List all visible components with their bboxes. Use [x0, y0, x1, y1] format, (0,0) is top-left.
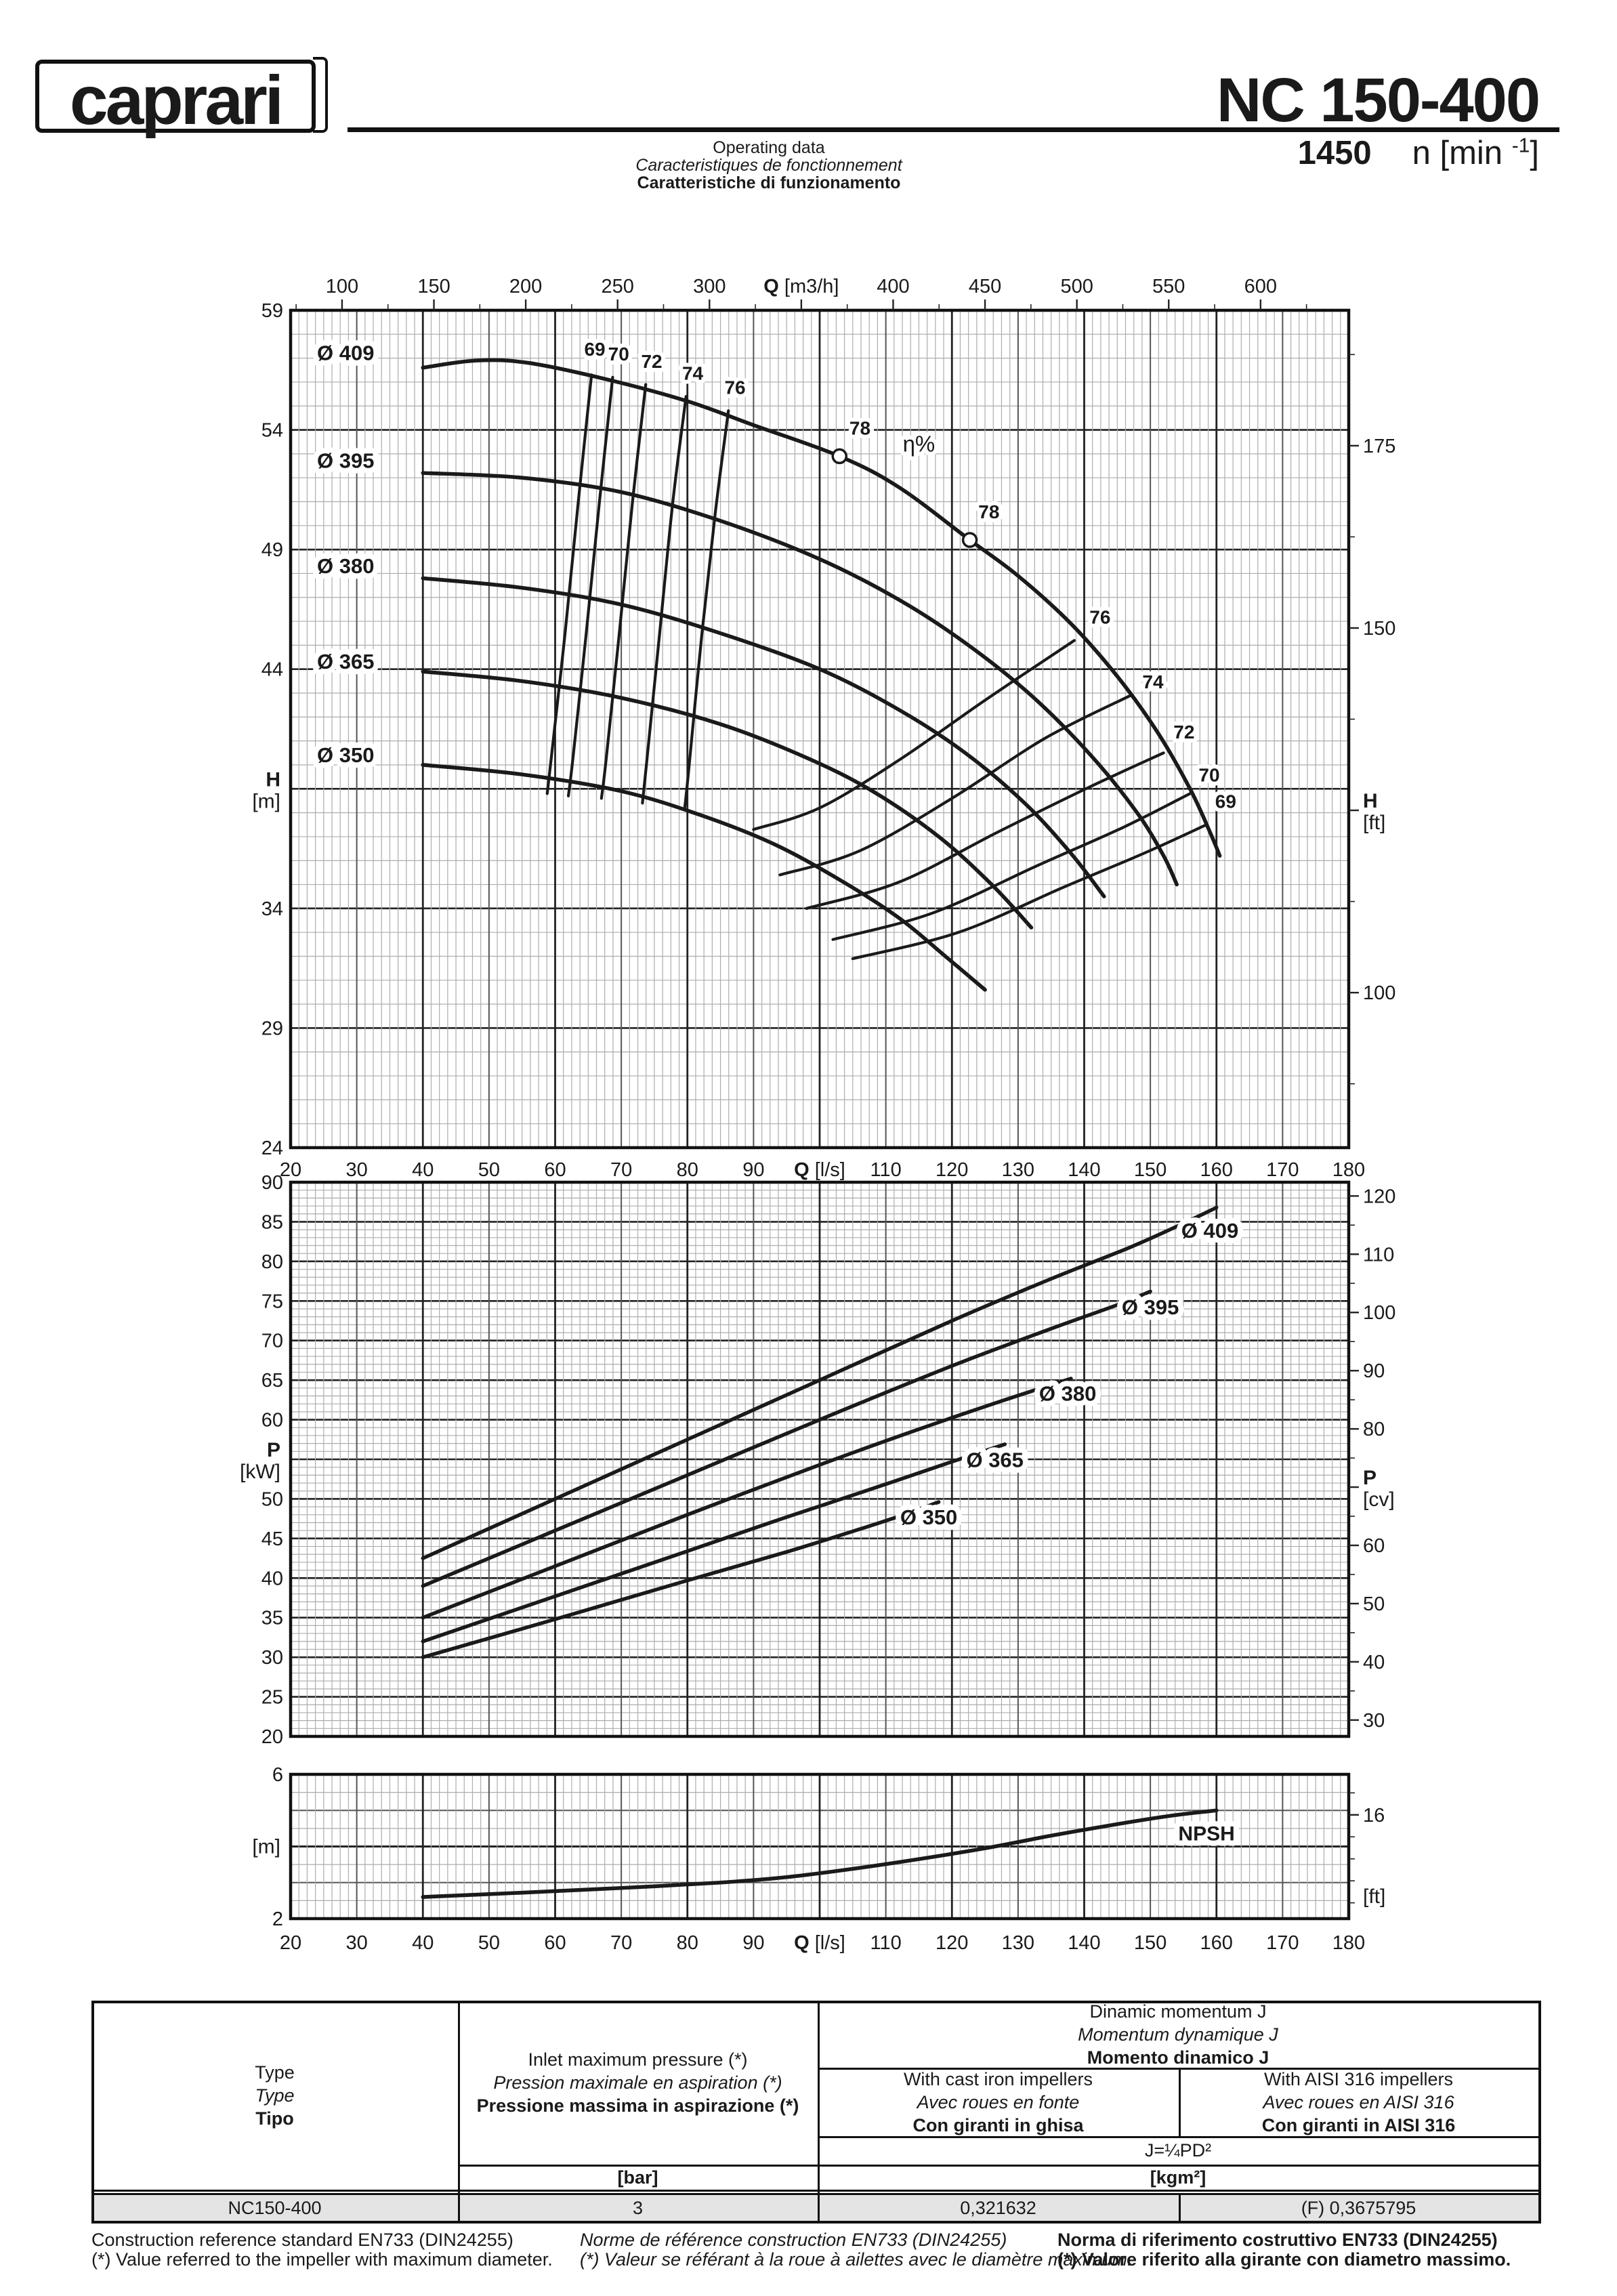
hq-right-tick-150: 150 [1363, 617, 1396, 640]
hq-bottom-tick-130: 130 [1001, 1159, 1035, 1181]
table-double-rule-1 [91, 2190, 1538, 2192]
pq-left-tick-50: 50 [261, 1488, 283, 1511]
aisi-value-cell: (F) 0,3675795 [1301, 2198, 1416, 2218]
eff-label-right-74: 74 [1142, 671, 1164, 692]
hq-top-tick-450: 450 [968, 276, 1002, 297]
eta-percent-label: η% [902, 431, 936, 457]
hq-top-tick-250: 250 [601, 276, 634, 297]
pq-right-tick-40: 40 [1363, 1651, 1385, 1673]
np-right-tick-16: 16 [1363, 1804, 1385, 1827]
eff-label-top-70: 70 [608, 343, 629, 365]
momentum-header-cell: Dinamic momentum J Momentum dynamique J Momento dinamico J [1078, 2001, 1278, 2068]
hq-bottom-tick-80: 80 [676, 1159, 698, 1181]
np-bottom-tick-80: 80 [676, 1932, 698, 1954]
kgm-unit-cell: [kgm²] [1150, 2167, 1206, 2188]
pq-left-tick-70: 70 [261, 1330, 283, 1352]
speed-unit: n [min $^{-1}$] [1412, 134, 1539, 171]
np-left-tick-2: 2 [272, 1908, 283, 1930]
svg-text:[cv]: [cv] [1363, 1488, 1395, 1511]
bep-label-0: 78 [849, 417, 871, 439]
type-value-cell: NC150-400 [228, 2198, 322, 2218]
hq-bottom-tick-90: 90 [742, 1159, 765, 1181]
pq-right-tick-120: 120 [1363, 1186, 1396, 1208]
hq-bottom-tick-110: 110 [870, 1159, 902, 1181]
footer-note-en: Construction reference standard EN733 (DIN24255) (*) Value referred to the impeller with maximum diameter. [91, 2230, 553, 2270]
pq-right-tick-30: 30 [1363, 1709, 1385, 1732]
efficiency-contour-76 [685, 411, 728, 808]
hq-label-Ø409: Ø 409 [317, 341, 375, 365]
np-bottom-tick-180: 180 [1332, 1932, 1366, 1954]
svg-text:H: H [266, 768, 280, 791]
hq-top-tick-550: 550 [1152, 276, 1185, 297]
np-bottom-axis-unit: Q [l/s] [794, 1932, 845, 1954]
hq-left-tick-34: 34 [261, 898, 283, 920]
pq-left-tick-80: 80 [261, 1251, 283, 1273]
speed-value: 1450 [1297, 135, 1372, 171]
table-border-right [1538, 2001, 1541, 2221]
np-right-unit: [ft] [1363, 1885, 1386, 1908]
logo-text: caprari [69, 62, 282, 139]
eff-label-right-70: 70 [1198, 764, 1220, 786]
np-bottom-tick-40: 40 [412, 1932, 434, 1954]
hq-top-tick-100: 100 [325, 276, 359, 297]
footer-note-it: Norma di riferimento costruttivo EN733 (DIN24255) (*) Valore riferito alla girante con diametro massimo. [1057, 2230, 1511, 2270]
hq-bottom-tick-20: 20 [279, 1159, 302, 1181]
bep-circle-1 [963, 533, 977, 547]
footer-note-fr: Norme de référence construction EN733 (DIN24255) (*) Valeur se référant à la roue à ailettes avec le diamètre maximum. [580, 2230, 1133, 2270]
pq-right-tick-80: 80 [1363, 1419, 1385, 1441]
pq-left-tick-35: 35 [261, 1607, 283, 1629]
hq-bottom-tick-140: 140 [1068, 1159, 1101, 1181]
hq-left-tick-59: 59 [261, 300, 283, 322]
hq-bottom-tick-40: 40 [412, 1159, 434, 1181]
hq-bottom-tick-170: 170 [1266, 1159, 1299, 1181]
np-bottom-tick-90: 90 [742, 1932, 765, 1954]
np-bottom-tick-50: 50 [478, 1932, 501, 1954]
inlet-pressure-header-cell: Inlet maximum pressure (*) Pression maximale en aspiration (*) Pressione massima in aspirazione (*) [476, 2049, 799, 2116]
np-bottom-tick-20: 20 [279, 1932, 302, 1954]
pq-label-Ø350: Ø 350 [900, 1505, 958, 1529]
hq-left-tick-24: 24 [261, 1137, 283, 1159]
pq-right-tick-90: 90 [1363, 1360, 1385, 1383]
cast-iron-value-cell: 0,321632 [960, 2198, 1036, 2218]
pq-right-tick-110: 110 [1363, 1244, 1395, 1266]
bep-label-1: 78 [978, 501, 1000, 523]
np-left-unit: [m] [252, 1835, 280, 1858]
hq-left-tick-29: 29 [261, 1018, 283, 1040]
bar-value-cell: 3 [632, 2198, 644, 2218]
pq-left-tick-65: 65 [261, 1370, 283, 1392]
svg-text:[m]: [m] [252, 790, 280, 813]
hq-left-tick-49: 49 [261, 539, 283, 562]
hq-top-axis-unit: Q [m3/h] [763, 276, 839, 297]
np-left-tick-6: 6 [272, 1764, 283, 1786]
eff-label-right-72: 72 [1173, 722, 1195, 743]
hq-label-Ø395: Ø 395 [317, 448, 375, 473]
aisi-header-cell: With AISI 316 impellers Avec roues en AISI 316 Con giranti in AISI 316 [1261, 2068, 1456, 2135]
svg-text:[kW]: [kW] [240, 1461, 280, 1483]
np-bottom-tick-130: 130 [1001, 1932, 1035, 1954]
np-bottom-tick-150: 150 [1133, 1932, 1167, 1954]
np-bottom-tick-120: 120 [936, 1932, 969, 1954]
hq-bottom-tick-150: 150 [1133, 1159, 1167, 1181]
npsh-chart [252, 1764, 1385, 1954]
np-bottom-tick-160: 160 [1200, 1932, 1233, 1954]
pq-left-tick-30: 30 [261, 1647, 283, 1669]
operating-data-en: Operating data [713, 138, 825, 157]
np-bottom-tick-30: 30 [345, 1932, 368, 1954]
formula-cell: J=¼PD² [1144, 2140, 1212, 2161]
npsh-label: NPSH [1178, 1822, 1235, 1845]
pq-chart [240, 1172, 1395, 1748]
eff-label-top-76: 76 [724, 377, 746, 398]
pq-curve-Ø365 [423, 1444, 1005, 1642]
eff-label-top-74: 74 [681, 362, 704, 384]
hq-left-tick-54: 54 [261, 419, 283, 442]
efficiency-contour-70 [568, 377, 612, 796]
np-bottom-tick-140: 140 [1068, 1932, 1101, 1954]
hq-right-tick-100: 100 [1363, 982, 1396, 1005]
pq-right-tick-60: 60 [1363, 1535, 1385, 1558]
svg-text:P: P [266, 1439, 280, 1461]
bar-unit-cell: [bar] [617, 2167, 658, 2188]
pq-right-tick-50: 50 [1363, 1593, 1385, 1615]
hq-chart [252, 276, 1395, 1181]
hq-bottom-tick-60: 60 [544, 1159, 566, 1181]
pq-left-tick-75: 75 [261, 1291, 283, 1313]
eff-label-top-72: 72 [641, 350, 663, 372]
eff-label-top-69: 69 [584, 339, 606, 360]
operating-data-it: Caratteristiche di funzionamento [637, 173, 901, 192]
np-bottom-tick-70: 70 [610, 1932, 633, 1954]
pq-left-tick-20: 20 [261, 1726, 283, 1748]
efficiency-contour-72 [602, 384, 646, 798]
svg-text:H: H [1363, 790, 1378, 813]
hq-top-tick-600: 600 [1244, 276, 1278, 297]
svg-text:[ft]: [ft] [1363, 812, 1386, 835]
hq-label-Ø365: Ø 365 [317, 650, 375, 674]
hq-label-Ø350: Ø 350 [317, 743, 375, 767]
eff-label-right-69: 69 [1215, 791, 1236, 812]
pq-label-Ø380: Ø 380 [1038, 1381, 1097, 1406]
hq-top-tick-200: 200 [509, 276, 543, 297]
hq-bottom-tick-180: 180 [1332, 1159, 1366, 1181]
efficiency-contour-69 [853, 825, 1206, 959]
np-bottom-tick-110: 110 [870, 1932, 902, 1954]
hq-top-tick-300: 300 [693, 276, 726, 297]
hq-top-tick-150: 150 [417, 276, 450, 297]
np-bottom-tick-170: 170 [1266, 1932, 1299, 1954]
hq-top-tick-400: 400 [877, 276, 910, 297]
cast-iron-header-cell: With cast iron impellers Avec roues en fonte Con giranti in ghisa [903, 2068, 1093, 2135]
pq-left-tick-40: 40 [261, 1568, 283, 1590]
type-header-cell: Type Type Tipo [255, 2062, 295, 2129]
bep-circle-0 [833, 449, 846, 463]
hq-right-tick-175: 175 [1363, 435, 1396, 457]
efficiency-contour-69 [547, 375, 591, 793]
pq-left-tick-45: 45 [261, 1528, 283, 1550]
hq-bottom-tick-50: 50 [478, 1159, 501, 1181]
eff-label-right-76: 76 [1089, 606, 1111, 628]
pq-left-tick-85: 85 [261, 1211, 283, 1234]
hq-curve-Ø395 [423, 473, 1177, 884]
pq-label-Ø365: Ø 365 [966, 1448, 1024, 1472]
hq-top-tick-500: 500 [1060, 276, 1093, 297]
pq-label-Ø395: Ø 395 [1121, 1295, 1179, 1320]
hq-bottom-tick-70: 70 [610, 1159, 633, 1181]
pq-left-tick-90: 90 [261, 1172, 283, 1194]
hq-left-tick-44: 44 [261, 659, 283, 681]
pq-left-tick-60: 60 [261, 1409, 283, 1432]
hq-bottom-tick-30: 30 [345, 1159, 368, 1181]
hq-bottom-tick-120: 120 [936, 1159, 969, 1181]
page-title-model: NC 150-400 [1216, 66, 1539, 135]
svg-text:P: P [1363, 1467, 1377, 1490]
hq-label-Ø380: Ø 380 [317, 554, 375, 578]
hq-bottom-axis-unit: Q [l/s] [794, 1159, 845, 1181]
table-border-bottom [91, 2221, 1541, 2224]
pq-label-Ø409: Ø 409 [1181, 1218, 1239, 1243]
hq-bottom-tick-160: 160 [1200, 1159, 1233, 1181]
np-bottom-tick-60: 60 [544, 1932, 566, 1954]
pq-right-tick-100: 100 [1363, 1302, 1396, 1324]
operating-data-fr: Caracteristiques de fonctionnement [635, 156, 902, 175]
pq-left-tick-25: 25 [261, 1686, 283, 1709]
